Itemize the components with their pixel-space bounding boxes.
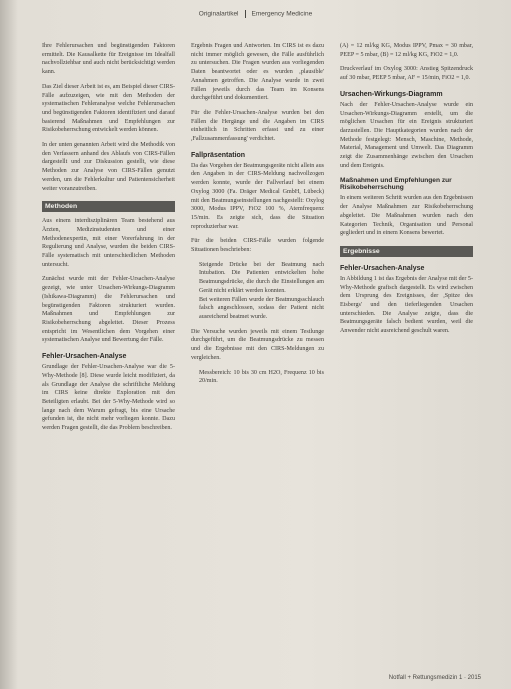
subheading-fehler-ursachen: Fehler-Ursachen-Analyse — [42, 353, 127, 361]
subheading-fallpraesentation: Fallpräsentation — [191, 151, 246, 159]
paragraph: Druckverlauf im Oxylog 3000: Anstieg Spitzendruck auf 30 mbar, PEEP 5 mbar, AF = 15/min, FiO2 = 1,0. — [340, 66, 473, 82]
paragraph: Für die Fehler-Ursachen-Analyse wurden bei den Fällen die Hergänge und die Angaben im CIRS einheitlich in Schritten erfasst und zu einer ,Fallzusammenfassung' verdichtet. — [191, 109, 324, 143]
paragraph: Das Ziel dieser Arbeit ist es, am Beispiel dieser CIRS-Fälle aufzuzeigen, wie mit den Methoden der systematischen Fehleranalyse welche Fehlerursachen und begünstigenden Faktoren identifiziert und darauf basierend Maßnahmen und Empfehlungen zur Risikobeherrschung entwickelt werden können. — [42, 83, 175, 134]
paragraph: Grundlage der Fehler-Ursachen-Analyse war die 5-Why-Methode [8]. Diese wurde leicht modifiziert, da als Grundlage der Analyse die schriftliche Meldung im CIRS keine direkte Exploration mit den Beteiligten erlaubt. Bei der 5-Why-Methode wird so lange nach dem Warum gefragt, bis eine Ursache gefunden ist, die nicht mehr vorliegen konnte. Dazu werden Fragen gestellt, die das Problem beschreiben. — [42, 364, 175, 432]
paragraph: Für die beiden CIRS-Fälle wurden folgende Situationen beschrieben: — [191, 238, 324, 254]
paragraph: In Abbildung 1 ist das Ergebnis der Analyse mit der 5-Why-Methode grafisch dargestellt. Es wird zwischen dem Ursprung des Ereignisses, der ,Spitze des Eisbergs' und den tieferliegenden Ursachen unterschieden. Die Analyse zeigte, dass die Beatmungsgeräte falsch bedient wurden, weil die Anwender nicht ausreichend geschult waren. — [340, 275, 473, 335]
paragraph: Ihre Fehlerursachen und begünstigenden Faktoren ermittelt. Die Kausalkette für Ereignisse im Idealfall nachvollziehbar und auch nicht berücksichtigt werden kann. — [42, 43, 175, 76]
bullet-list — [191, 261, 324, 322]
paragraph: Ergebnis Fragen und Antworten. Im CIRS ist es dazu nicht immer möglich gewesen, die Fälle ausführlich zu untersuchen. Die Fragen wurden aus vorliegenden Daten beantwortet oder es wurden ‚plausible' Annahmen getroffen. Die Analyse wurde in zwei Fällen jeweils durch das Team im Konsens durchgeführt und dokumentiert. — [191, 43, 324, 102]
paragraph: Zunächst wurde mit der Fehler-Ursachen-Analyse gezeigt, wie unter Ursachen-Wirkungs-Diagramm (Ishikawa-Diagramm) die Fehlerursachen und begünstigenden Faktoren strukturiert wurden. Maßnahmen und Empfehlungen zur Risikobeherrschung abgeleitet. Dieser Prozess entspricht im Wesentlichen dem Vorgehen einer systematischen Analyse und Bewertung der Fälle. — [42, 276, 175, 344]
paragraph: Da das Vorgehen der Beatmungsgeräte nicht allein aus den Angaben in der CIRS-Meldung nachvollzogen werden konnte, wurde der Fallverlauf bei einem Oxylog 3000 (Fa. Dräger Medical GmbH, Lübeck) mit den Beatmungseinstellungen nachgestellt: Oxylog 3000, Modus IPPV, FiO2 100 %, Atemfrequenz 15/min. Es zeigte sich, dass die Situation reproduzierbar war. — [191, 162, 324, 230]
page-header — [0, 10, 511, 18]
subheading-fehler-ursachen-results: Fehler-Ursachen-Analyse — [340, 264, 425, 272]
paragraph: Aus einem interdisziplinären Team bestehend aus Ärzten, Medizinstudenten und einer Methodenexpertin, mit einer Vorerfahrung in der Regulierung und Analyse, wurden die beiden CIRS-Fälle systematisch mit unterschiedlichen Methoden untersucht. — [42, 218, 175, 268]
header-section-label: Originalartikel — [198, 10, 239, 18]
list-item: • Messbereich: 10 bis 30 cm H2O, Frequenz 10 bis 20/min. — [199, 369, 324, 386]
article-columns — [42, 42, 474, 652]
header-separator — [245, 10, 246, 18]
list-item: • Steigende Drücke bei der Beatmung nach Intubation. Die Patienten entwickelten hohe Beatmungsdrücke, die durch die Einstellungen am Gerät nicht erklärt werden konnten. — [199, 261, 324, 296]
column-2 — [191, 42, 324, 652]
column-1 — [42, 42, 175, 652]
page-footer: Notfall + Rettungsmedizin 1 · 2015 — [388, 675, 481, 681]
paragraph: Die Versuche wurden jeweils mit einem Testlunge durchgeführt, um die Beatmungsdrücke zu messen und die Ergebnisse mit den CIRS-Meldungen zu vergleichen. — [191, 328, 324, 361]
header-journal-label: Emergency Medicine — [251, 10, 313, 18]
list-item: • Bei weiteren Fällen wurde der Beatmungsschlauch falsch angeschlossen, sodass der Patient nicht ausreichend beatmet wurde. — [199, 296, 324, 322]
section-heading-results: Ergebnisse — [340, 246, 473, 257]
subheading-ursachen-wirkungs: Ursachen-Wirkungs-Diagramm — [340, 90, 443, 98]
subheading-massnahmen: Maßnahmen und Empfehlungen zur Risikobeherrschung — [340, 177, 452, 192]
section-heading-methods: Methoden — [42, 201, 175, 212]
paragraph: In der unten genannten Arbeit wird die Methodik von den Verfassern anhand des Ablaufs von CIRS-Fällen dargestellt und zur Diskussion gestellt, wie diese Methoden zur Analyse von CIRS-Fällen genutzt werden, um die Fehlerkultur und Patientensicherheit weiter voranzutreiben. — [42, 142, 175, 192]
paragraph: In einem weiteren Schritt wurden aus den Ergebnissen der Analyse Maßnahmen zur Risikobeherrschung abgeleitet. Die Maßnahmen wurden nach den Kategorien Technik, Organisation und Personal gegliedert und in einem Konsens bewertet. — [340, 195, 473, 237]
bullet-list — [191, 369, 324, 386]
paragraph: Nach der Fehler-Ursachen-Analyse wurde ein Ursachen-Wirkungs-Diagramm erstellt, um die möglichen Ursachen für ein Ereignis strukturiert darzustellen. Die Hauptkategorien wurden nach der Methode festgelegt: Mensch, Maschine, Methode, Material, Management und Umwelt. Das Diagramm zeigt die Zusammenhänge zwischen den Ursachen und dem Ereignis. — [340, 101, 473, 169]
column-3 — [340, 42, 473, 652]
paragraph: (A) = 12 ml/kg KG, Modus IPPV, Pmax = 30 mbar, PEEP = 5 mbar, (B) = 12 ml/kg KG, FiO2 = 1,0. — [340, 43, 473, 58]
